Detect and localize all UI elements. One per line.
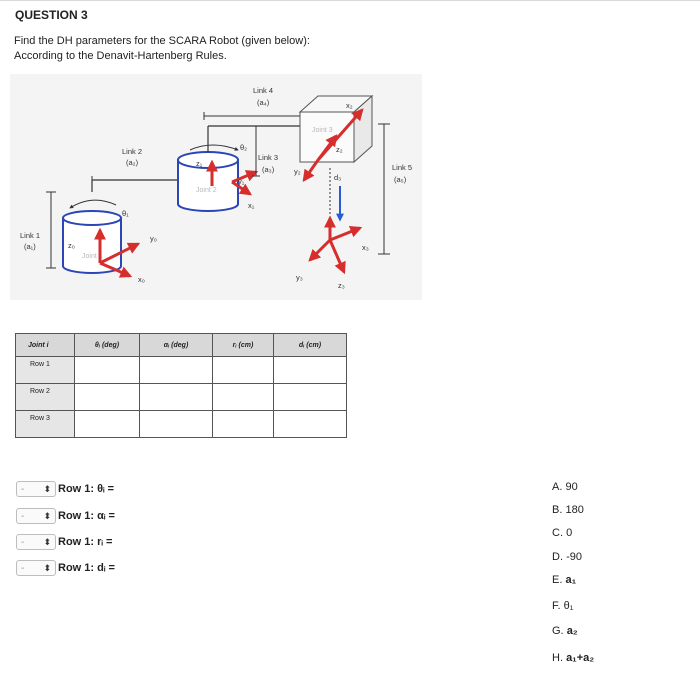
option-letter: G. [552,625,564,637]
answer-select-2[interactable] [16,508,56,524]
joint2-cylinder [178,152,238,211]
option-text: 90 [565,481,578,493]
option-e [552,574,576,586]
link5-label: Link 5 [392,163,413,172]
link1-symbol: (a₁) [24,242,36,251]
link3-symbol: (a₃) [262,165,275,174]
y2-label: y₂ [294,167,301,176]
table-header-row [16,334,347,357]
prompt-line-2: According to the Denavit-Hartenberg Rules. [14,50,227,62]
table-cell [213,411,274,438]
link1-label: Link 1 [20,231,41,240]
theta1-label: θ₁ [122,209,129,218]
y0-label: y₀ [150,234,157,243]
table-cell [140,357,213,384]
question-label: Row 1: rᵢ = [58,536,113,548]
option-letter: H. [552,652,563,664]
option-text: -90 [566,551,582,563]
option-text: a₁+a₂ [566,652,595,664]
y3-label: y₃ [296,273,303,282]
header-alpha: αᵢ (deg) [140,334,213,357]
answer-select-1[interactable] [16,481,56,497]
option-letter: D. [552,551,563,563]
table-row [16,384,347,411]
top-divider [0,0,700,1]
z0-label: z₀ [68,241,75,250]
option-letter: F. [552,600,561,612]
table-cell [75,411,140,438]
chevron-updown-icon: ⬍ [43,562,51,573]
joint1-label: Joint 1 [82,253,103,260]
link3-label: Link 3 [258,153,279,162]
row-label: Row 3 [16,411,75,438]
scara-robot-diagram [0,68,440,308]
joint3-label: Joint 3 [312,127,333,134]
z1-label: z₁ [196,159,203,168]
option-text: 180 [565,504,584,516]
option-text: 0 [566,527,573,539]
option-d [552,551,582,563]
table-cell [213,384,274,411]
select-value: - [21,510,25,522]
y1-label: y₁ [238,177,245,186]
link4-label: Link 4 [253,86,274,95]
link2-label: Link 2 [122,147,143,156]
header-theta: θᵢ (deg) [75,334,140,357]
theta2-label: θ₂ [240,143,248,152]
table-cell [274,384,347,411]
link5-symbol: (a₅) [394,175,407,184]
table-cell [75,357,140,384]
question-prompt [14,34,310,64]
chevron-updown-icon: ⬍ [43,536,51,547]
header-joint: Joint i [16,334,75,357]
question-row-3 [16,533,112,551]
option-letter: C. [552,527,563,539]
question-title: QUESTION 3 [15,8,88,22]
table-cell [274,357,347,384]
x0-label: x₀ [138,275,145,284]
dh-parameter-table [15,333,347,438]
option-g [552,625,578,637]
table-cell [213,357,274,384]
option-letter: A. [552,481,563,493]
x1-label: x₁ [248,201,255,210]
question-row-2 [16,507,115,525]
x2-label: x₂ [346,101,353,110]
chevron-updown-icon: ⬍ [43,510,51,521]
option-c [552,527,572,539]
link2-symbol: (a₂) [126,158,139,167]
row-label: Row 1 [16,357,75,384]
table-cell [140,411,213,438]
answer-select-4[interactable] [16,560,56,576]
header-r: rᵢ (cm) [213,334,274,357]
table-row [16,357,347,384]
question-label: Row 1: θᵢ = [58,483,115,495]
x3-label: x₃ [362,243,369,252]
question-row-4 [16,559,115,577]
option-a [552,481,578,493]
table-cell [274,411,347,438]
table-cell [140,384,213,411]
answer-select-3[interactable] [16,534,56,550]
d3-label: d₃ [334,173,342,182]
table-row [16,411,347,438]
question-label: Row 1: αᵢ = [58,510,115,522]
row-label: Row 2 [16,384,75,411]
z2-label: z₂ [336,145,343,154]
option-b [552,504,584,516]
header-d: dᵢ (cm) [274,334,347,357]
option-letter: E. [552,574,563,586]
question-label: Row 1: dᵢ = [58,562,115,574]
option-h [552,652,594,664]
option-letter: B. [552,504,563,516]
prompt-line-1: Find the DH parameters for the SCARA Robot (given below): [14,35,310,47]
option-text: θ₁ [563,600,574,612]
joint2-label: Joint 2 [196,187,217,194]
z3-label: z₃ [338,281,345,290]
select-value: - [21,562,25,574]
select-value: - [21,483,25,495]
chevron-updown-icon: ⬍ [43,483,51,494]
question-row-1 [16,480,114,498]
table-cell [75,384,140,411]
link4-symbol: (a₄) [257,98,270,107]
option-text: a₁ [565,574,577,586]
option-f [552,600,573,612]
select-value: - [21,536,25,548]
option-text: a₂ [566,625,578,637]
